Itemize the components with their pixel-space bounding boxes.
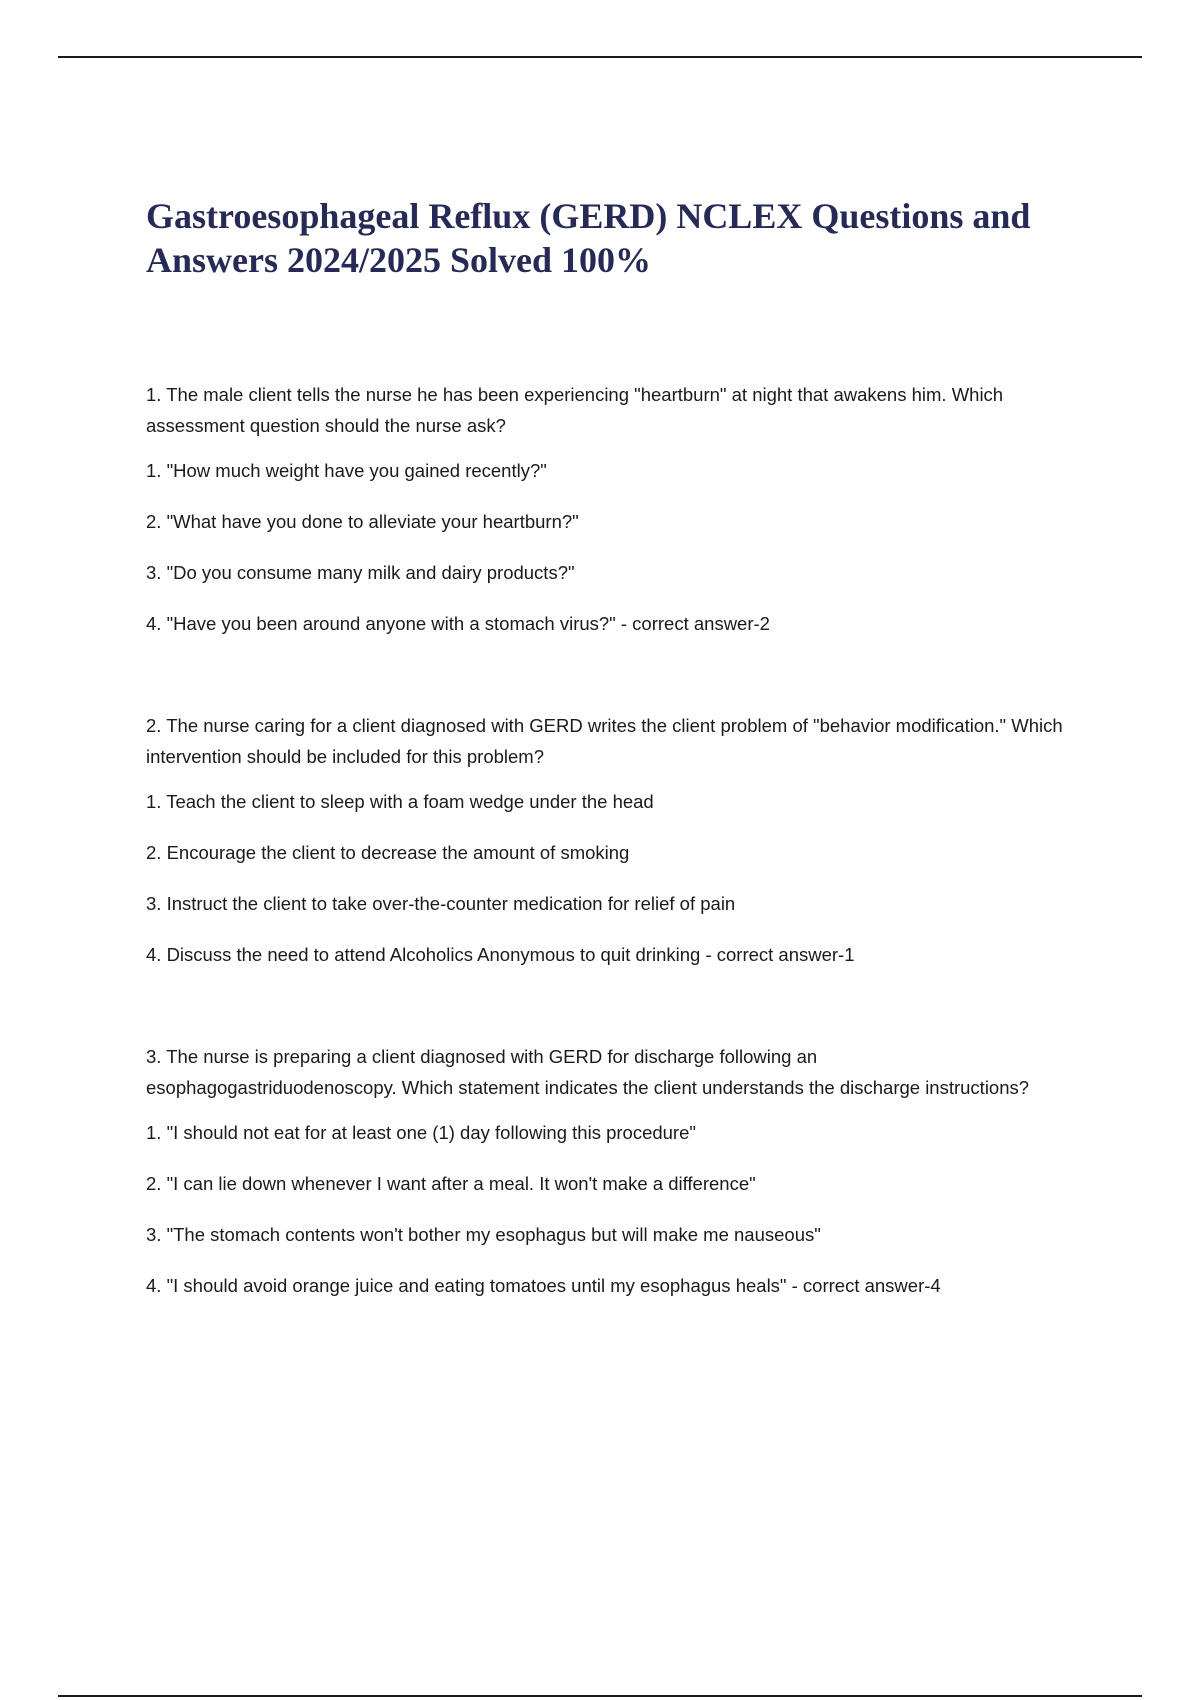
question-stem: 1. The male client tells the nurse he has been experiencing "heartburn" at night that awakens him. Which assessment question should the nurse ask? — [146, 384, 1004, 436]
header-divider — [58, 56, 1142, 58]
question-stem: 3. The nurse is preparing a client diagnosed with GERD for discharge following an esophagogastriduodenoscopy. Which statement indicates the client understands the discharge instructions? — [146, 1046, 1030, 1098]
question-stem: 2. The nurse caring for a client diagnosed with GERD writes the client problem of "behavior modification." Which intervention should be included for this problem? — [146, 715, 1063, 767]
answer-option: 1. "How much weight have you gained recently?" — [146, 460, 547, 481]
answer-option: 4. "I should avoid orange juice and eating tomatoes until my esophagus heals" - correct answer-4 — [146, 1275, 941, 1296]
answer-option: 2. Encourage the client to decrease the amount of smoking — [146, 842, 630, 863]
answer-option: 2. "I can lie down whenever I want after a meal. It won't make a difference" — [146, 1173, 756, 1194]
question-2 — [146, 710, 1066, 967]
document-body — [146, 194, 1066, 1298]
answer-option: 3. Instruct the client to take over-the-counter medication for relief of pain — [146, 893, 736, 914]
answer-option: 2. "What have you done to alleviate your heartburn?" — [146, 511, 579, 532]
answer-option: 3. "Do you consume many milk and dairy products?" — [146, 562, 575, 583]
answer-option: 1. Teach the client to sleep with a foam wedge under the head — [146, 791, 654, 812]
question-1 — [146, 379, 1066, 636]
document-title: Gastroesophageal Reflux (GERD) NCLEX Questions and Answers 2024/2025 Solved 100% — [146, 196, 1031, 280]
answer-option: 1. "I should not eat for at least one (1) day following this procedure" — [146, 1122, 696, 1143]
answer-option: 4. Discuss the need to attend Alcoholics Anonymous to quit drinking - correct answer-1 — [146, 944, 855, 965]
answer-option: 4. "Have you been around anyone with a stomach virus?" - correct answer-2 — [146, 613, 770, 634]
question-3 — [146, 1041, 1066, 1298]
answer-option: 3. "The stomach contents won't bother my esophagus but will make me nauseous" — [146, 1224, 821, 1245]
footer-divider — [58, 1695, 1142, 1697]
